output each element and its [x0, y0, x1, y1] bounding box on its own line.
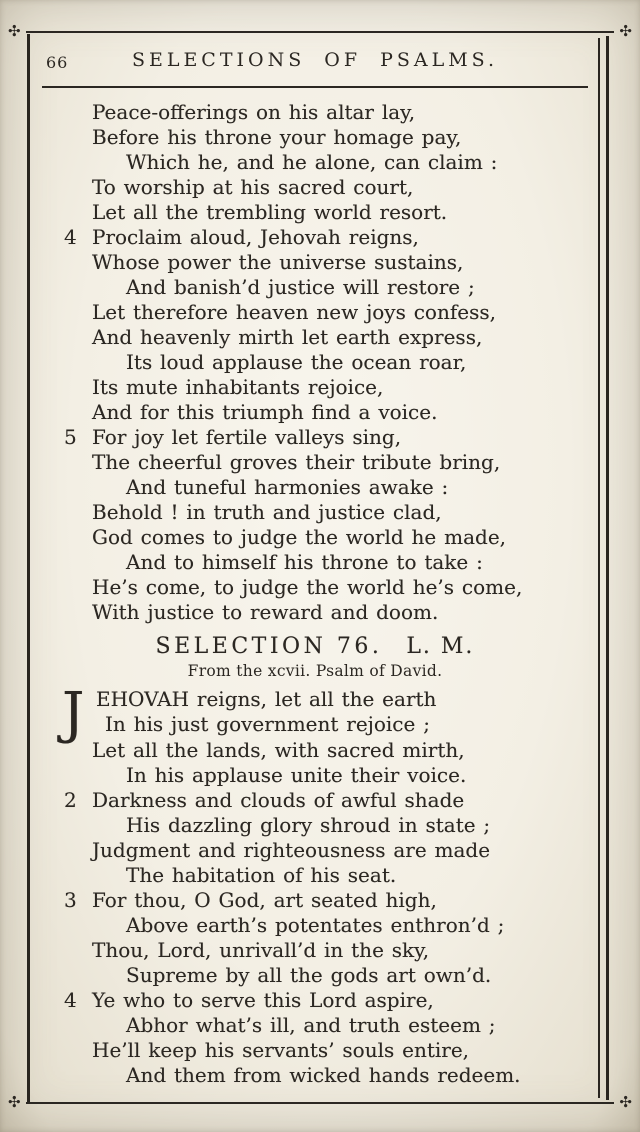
line-text: His dazzling glory shroud in state ; [126, 813, 491, 837]
poem-line [42, 1038, 588, 1063]
poem-line [42, 863, 588, 888]
poem-line [42, 913, 588, 938]
selection-title: SELECTION 76. [155, 634, 383, 659]
poem-line [42, 525, 588, 550]
poem-line: In his just government rejoice ; [105, 712, 430, 736]
line-text: With justice to reward and doom. [92, 600, 439, 624]
selection-meter: L. M. [406, 634, 475, 659]
poem-line [42, 888, 588, 913]
line-text: Its mute inhabitants rejoice, [92, 375, 384, 399]
cross-ornament-icon: ✣ [8, 1093, 21, 1111]
poem-line [42, 225, 588, 250]
line-text: And heavenly mirth let earth express, [92, 325, 483, 349]
cross-ornament-icon: ✣ [8, 22, 21, 40]
page-content [42, 46, 588, 1088]
poem-line [42, 400, 588, 425]
right-border-rule-outer [606, 36, 609, 1100]
selection-76-stanzas [42, 738, 588, 1088]
left-border-rule [27, 34, 30, 1102]
verse-number: 4 [64, 988, 77, 1012]
line-text: He’ll keep his servants’ souls entire, [92, 1038, 470, 1062]
line-text: Let all the trembling world resort. [92, 200, 448, 224]
line-text: And to himself his throne to take : [126, 550, 483, 574]
poem-line [42, 175, 588, 200]
poem-line [42, 1063, 588, 1088]
cross-ornament-icon: ✣ [619, 1093, 632, 1111]
cross-ornament-icon: ✣ [619, 22, 632, 40]
line-text: Let therefore heaven new joys confess, [92, 300, 496, 324]
verse-number: 4 [64, 225, 77, 249]
line-text: Proclaim aloud, Jehovah reigns, [92, 225, 419, 249]
line-text: Peace-offerings on his altar lay, [92, 100, 416, 124]
line-text: And them from wicked hands redeem. [126, 1063, 521, 1087]
line-text: The habitation of his seat. [126, 863, 397, 887]
line-text: Its loud applause the ocean roar, [126, 350, 467, 374]
line-text: Let all the lands, with sacred mirth, [92, 738, 465, 762]
dropcap-letter: J [62, 681, 85, 746]
running-title: SELECTIONS OF PSALMS. [131, 49, 499, 71]
line-text: In his applause unite their voice. [126, 763, 467, 787]
poem-line [42, 813, 588, 838]
poem-line [42, 988, 588, 1013]
line-text: To worship at his sacred court, [92, 175, 414, 199]
poem-line [42, 838, 588, 863]
line-text: Above earth’s potentates enthron’d ; [126, 913, 505, 937]
poem-line [42, 150, 588, 175]
verse-number: 3 [64, 888, 77, 912]
line-text: Abhor what’s ill, and truth esteem ; [126, 1013, 496, 1037]
dropcap-stanza [62, 681, 588, 746]
poem-line [42, 600, 588, 625]
poem-line: EHOVAH reigns, let all the earth [96, 687, 437, 711]
poem-line [42, 125, 588, 150]
line-text: Which he, and he alone, can claim : [126, 150, 498, 174]
verse-number: 2 [64, 788, 77, 812]
poem-line [42, 763, 588, 788]
line-text: For thou, O God, art seated high, [92, 888, 437, 912]
line-text: The cheerful groves their tribute bring, [92, 450, 501, 474]
poem-line [42, 300, 588, 325]
line-text: Darkness and clouds of awful shade [92, 788, 465, 812]
line-text: And banish’d justice will restore ; [126, 275, 475, 299]
selection-source: From the xcvii. Psalm of David. [187, 662, 443, 680]
page-number: 66 [46, 53, 69, 72]
line-text: For joy let fertile valleys sing, [92, 425, 402, 449]
poem-line [42, 788, 588, 813]
line-text: Thou, Lord, unrivall’d in the sky, [92, 938, 430, 962]
poem-line [42, 350, 588, 375]
line-text: Ye who to serve this Lord aspire, [92, 988, 434, 1012]
line-text: And tuneful harmonies awake : [126, 475, 449, 499]
poem-line [42, 938, 588, 963]
right-border-rule-inner [598, 38, 600, 1098]
poem-line [42, 500, 588, 525]
bottom-rule-line [26, 1102, 615, 1104]
verse-number: 5 [64, 425, 77, 449]
line-text: Whose power the universe sustains, [92, 250, 464, 274]
header-rule [42, 86, 588, 88]
poem-line [42, 738, 588, 763]
poem-line [42, 100, 588, 125]
line-text: Supreme by all the gods art own’d. [126, 963, 492, 987]
poem-line [42, 1013, 588, 1038]
poem-line [42, 425, 588, 450]
line-text: God comes to judge the world he made, [92, 525, 507, 549]
dropcap-lines [96, 687, 588, 737]
line-text: He’s come, to judge the world he’s come, [92, 575, 523, 599]
running-header [42, 46, 588, 78]
poem-line [42, 275, 588, 300]
line-text: Judgment and righteousness are made [92, 838, 491, 862]
selection-heading [42, 634, 588, 659]
psalm-stanzas-continued [42, 100, 588, 625]
poem-line [42, 200, 588, 225]
line-text: Behold ! in truth and justice clad, [92, 500, 442, 524]
top-rule-line [26, 31, 615, 33]
poem-line [42, 450, 588, 475]
line-text: Before his throne your homage pay, [92, 125, 462, 149]
top-border-rule [8, 24, 632, 39]
poem-line [42, 575, 588, 600]
line-text: And for this triumph find a voice. [92, 400, 438, 424]
poem-line [42, 963, 588, 988]
bottom-border-rule [8, 1095, 632, 1110]
poem-line [42, 375, 588, 400]
poem-line [42, 475, 588, 500]
poem-line [42, 550, 588, 575]
poem-line [42, 250, 588, 275]
poem-line [42, 325, 588, 350]
